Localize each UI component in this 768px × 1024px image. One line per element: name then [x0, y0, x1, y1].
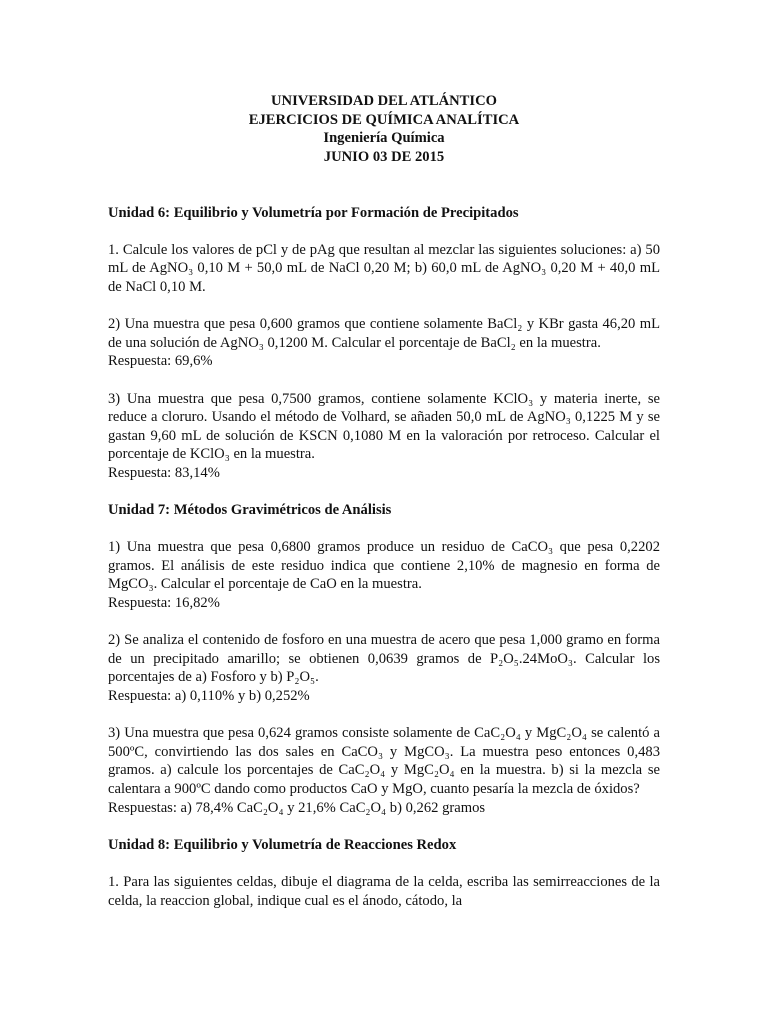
unit-7-question-3: 3) Una muestra que pesa 0,624 gramos consiste solamente de CaC₂O₄ y MgC₂O₄ se calentó a 500ºC, convirtiendo las dos sales en CaCO₃ y MgCO₃. La muestra peso entonces 0,483 gramos. a) calcule los porcentajes de CaC₂O₄ y MgC₂O₄ en la muestra. b) si la mezcla se calentara a 900ºC dando como productos CaO y MgO, cuanto pesaría la mezcla de óxidos? — [108, 725, 660, 797]
program-name: Ingeniería Química — [323, 130, 445, 147]
document-header — [108, 92, 660, 166]
unit-6-answer-2: Respuesta: 69,6% — [108, 353, 213, 370]
unit-7-title: Unidad 7: Métodos Gravimétricos de Análisis — [108, 502, 392, 519]
university-name: UNIVERSIDAD DEL ATLÁNTICO — [271, 93, 497, 109]
unit-7-question-1: 1) Una muestra que pesa 0,6800 gramos produce un residuo de CaCO₃ que pesa 0,2202 gramos. El análisis de este residuo indica que contiene 2,10% de magnesio en forma de MgCO₃. Calcular el porcentaje de CaO en la muestra. — [108, 539, 660, 593]
unit-6-title: Unidad 6: Equilibrio y Volumetría por Formación de Precipitados — [108, 204, 519, 221]
course-title: EJERCICIOS DE QUÍMICA ANALÍTICA — [248, 111, 520, 128]
unit-7-answer-3: Respuestas: a) 78,4% CaC₂O₄ y 21,6% CaC₂O₄ b) 0,262 gramos — [108, 799, 486, 816]
unit-7-answer-2: Respuesta: a) 0,110% y b) 0,252% — [108, 688, 310, 704]
unit-8-question-1: 1. Para las siguientes celdas, dibuje el diagrama de la celda, escriba las semirreacciones de la celda, la reaccion global, indique cual es el ánodo, cátodo, la — [108, 873, 660, 909]
unit-6-question-1: 1. Calcule los valores de pCl y de pAg que resultan al mezclar las siguientes soluciones: a) 50 mL de AgNO₃ 0,10 M + 50,0 mL de NaCl 0,20 M; b) 60,0 mL de AgNO₃ 0,20 M + 40,0 mL de NaCl 0,10 M. — [108, 241, 660, 295]
unit-6-question-2: 2) Una muestra que pesa 0,600 gramos que contiene solamente BaCl₂ y KBr gasta 46,20 mL de una solución de AgNO₃ 0,1200 M. Calcular el porcentaje de BaCl₂ en la muestra. — [108, 316, 660, 351]
unit-8-title: Unidad 8: Equilibrio y Volumetría de Reacciones Redox — [108, 836, 457, 853]
document-date: JUNIO 03 DE 2015 — [323, 148, 445, 165]
unit-7-question-2: 2) Se analiza el contenido de fosforo en una muestra de acero que pesa 1,000 gramo en forma de un precipitado amarillo; se obtienen 0,0639 gramos de P₂O₅.24MoO₃. Calcular los porcentajes de a) Fosforo y b) P₂O₅. — [108, 632, 660, 686]
unit-6-answer-3: Respuesta: 83,14% — [108, 464, 220, 481]
unit-6-question-3: 3) Una muestra que pesa 0,7500 gramos, contiene solamente KClO₃ y materia inerte, se reduce a cloruro. Usando el método de Volhard, se añaden 50,0 mL de AgNO₃ 0,1225 M y se gastan 9,60 mL de solución de KSCN 0,1080 M en la valoración por retroceso. Calcular el porcentaje de KClO₃ en la muestra. — [108, 390, 660, 463]
unit-7-answer-1: Respuesta: 16,82% — [108, 595, 220, 612]
